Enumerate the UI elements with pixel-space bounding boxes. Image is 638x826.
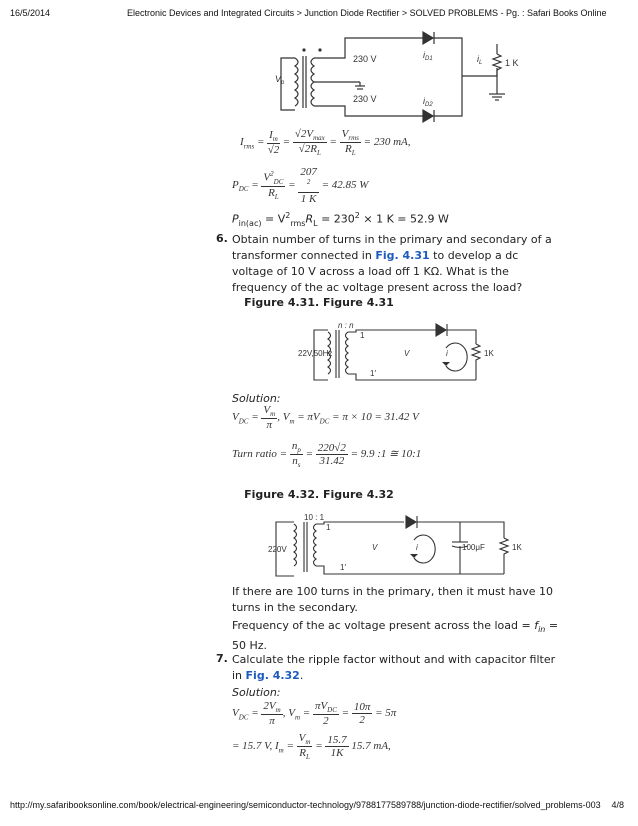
- question-6-number: 6.: [216, 232, 228, 245]
- source-label: 220V: [268, 545, 287, 554]
- id2-label: $i_{D2}$: [423, 96, 433, 108]
- figure-4-31-caption: Figure 4.31. Figure 4.31: [244, 296, 394, 309]
- figure-4-31-circuit: [296, 318, 506, 384]
- resistor-label: 1K: [512, 543, 522, 552]
- top-voltage-label: 230 V: [353, 54, 377, 64]
- paragraph-frequency: Frequency of the ac voltage present across the load = $f_{in} = 50$ Hz.: [232, 619, 559, 653]
- paragraph-turns: If there are 100 turns in the primary, then it must have 10 turns in the secondary.: [232, 585, 554, 614]
- question-7-number: 7.: [216, 652, 228, 665]
- question-7-text: Calculate the ripple factor without and with capacitor filter in Fig. 4.32.: [232, 653, 556, 682]
- node-1-label: 1: [360, 331, 365, 340]
- fig-4-31-link[interactable]: Fig. 4.31: [375, 249, 430, 262]
- il-label: $i_L$: [477, 54, 483, 66]
- vi-label: V: [372, 543, 378, 552]
- turns-ratio-label: n : n: [338, 321, 354, 330]
- id-label: i: [446, 349, 448, 358]
- id-label: i: [416, 543, 418, 552]
- source-label: 22V,50Hz: [298, 349, 333, 358]
- solution-label: Solution:: [232, 392, 281, 405]
- node-1-label: 1: [326, 523, 331, 532]
- vi-label: V: [404, 349, 410, 358]
- page-title: Electronic Devices and Integrated Circuits > Junction Diode Rectifier > SOLVED PROBLEMS - Pg. : Safari Books Online: [127, 8, 607, 18]
- figure-4-32-circuit: [264, 510, 534, 580]
- im-equation: = 15.7 V, $I_m$ = $\frac{V_m}{R_L}$ = $\frac{15.7}{1K}$ 15.7 mA,: [232, 732, 391, 762]
- load-resistor-label: 1 K: [505, 58, 519, 68]
- print-date: 16/5/2014: [10, 8, 51, 18]
- resistor-label: 1K: [484, 349, 494, 358]
- page-number: 4/8: [611, 800, 624, 810]
- full-wave-rectifier-figure: [265, 24, 525, 124]
- id1-label: $i_{D1}$: [423, 50, 433, 62]
- solution-label-2: Solution:: [232, 686, 281, 699]
- pin-ac-equation: $P_{in(ac)} = V^2_{rms}R_L = 230^2 \times 1$ K = 52.9 W: [232, 211, 449, 228]
- page-url: http://my.safaribooksonline.com/book/electrical-engineering/semiconductor-technology/9788177589788/junction-diode-rectifier/solved_problems-003: [10, 800, 601, 810]
- vp-label: $V_p$: [275, 74, 285, 86]
- node-1p-label: 1′: [340, 563, 346, 572]
- irms-equation: $I_{rms}$ = $\frac{I_m}{√2}$ = $\frac{√2V_{max}}{√2R_L}$ = $\frac{V_{rms}}{R_L}$ = 230 mA,: [240, 128, 411, 158]
- pdc-equation: $P_{DC}$ = $\frac{V^2_{DC}}{R_L}$ = 207 $^2$ 1 K = 42.85 W: [232, 166, 369, 205]
- capacitor-label: 100μF: [462, 543, 485, 552]
- bottom-voltage-label: 230 V: [353, 94, 377, 104]
- vdc-equation: $V_{DC}$ = $\frac{V_m}{\pi}$ , $V_m = \pi V_{DC} = \pi \times 10 = 31.42$ V: [232, 404, 419, 432]
- turns-ratio-label: 10 : 1: [304, 513, 325, 522]
- vdc-equation-2: $V_{DC}$ = $\frac{2V_m}{\pi}$ , $V_m$ = $\frac{\pi V_{DC}}{2}$ = $\frac{10\pi}{2}$ = 5π: [232, 700, 397, 728]
- node-1p-label: 1′: [370, 369, 376, 378]
- fig-4-32-link[interactable]: Fig. 4.32: [245, 669, 300, 682]
- question-6-text: Obtain number of turns in the primary and secondary of a transformer connected in Fig. 4.31 to develop a dc voltage of 10 V across a load off 1 KΩ. What is the frequency of the ac voltage present across the load?: [232, 233, 552, 294]
- figure-4-32-caption: Figure 4.32. Figure 4.32: [244, 488, 394, 501]
- turn-ratio-equation: Turn ratio = $\frac{n_p}{n_s}$ = $\frac{220√2}{31.42}$ = 9.9 :1 ≅ 10:1: [232, 440, 422, 470]
